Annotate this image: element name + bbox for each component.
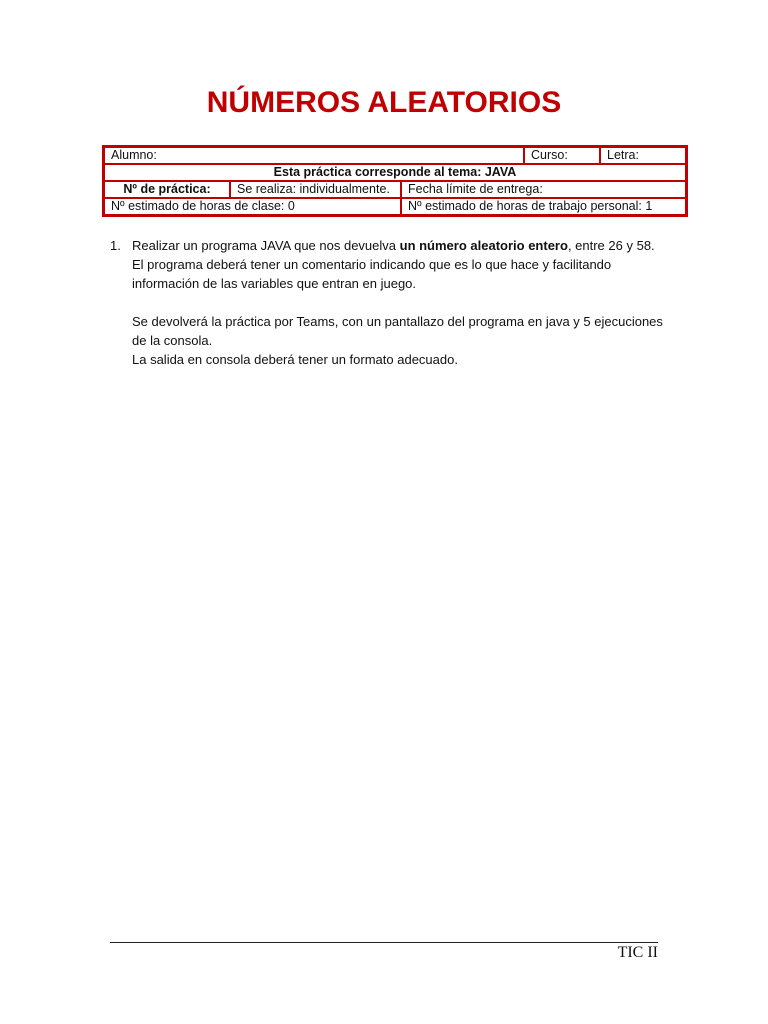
task-list <box>110 236 670 369</box>
tema-cell: Esta práctica corresponde al tema: JAVA <box>104 164 687 181</box>
fecha-cell: Fecha límite de entrega: <box>401 181 687 198</box>
task-line-6: La salida en consola deberá tener un formato adecuado. <box>132 352 458 367</box>
task-line-1-pre: Realizar un programa JAVA que nos devuelva <box>132 238 400 253</box>
practica-cell: Nº de práctica: <box>104 181 231 198</box>
task-line-4: Se devolverá la práctica por Teams, con un pantallazo del programa en java y 5 ejecuciones <box>132 314 663 329</box>
footer-label: TIC II <box>617 944 658 961</box>
footer-divider <box>110 942 658 943</box>
modalidad-cell: Se realiza: individualmente. <box>230 181 401 198</box>
task-line-1 <box>132 236 663 255</box>
horas-clase-cell: Nº estimado de horas de clase: 0 <box>104 198 402 216</box>
curso-cell: Curso: <box>524 147 600 165</box>
list-item <box>110 236 670 369</box>
info-row-horas <box>104 198 687 216</box>
item-body <box>132 236 663 369</box>
info-row-practica <box>104 181 687 198</box>
item-number: 1. <box>110 238 121 253</box>
horas-personal-cell: Nº estimado de horas de trabajo personal: 1 <box>401 198 687 216</box>
task-line-1-post: , entre 26 y 58. <box>567 238 655 253</box>
letra-cell: Letra: <box>600 147 687 165</box>
info-row-student <box>104 147 687 165</box>
task-line-2: El programa deberá tener un comentario indicando que es lo que hace y facilitando <box>132 257 612 272</box>
info-row-tema <box>104 164 687 181</box>
task-line-5: de la consola. <box>132 333 213 348</box>
practice-info-table <box>102 145 688 217</box>
task-line-1-bold: un número aleatorio entero <box>399 238 568 253</box>
page-title: NÚMEROS ALEATORIOS <box>206 86 562 119</box>
alumno-cell: Alumno: <box>104 147 525 165</box>
task-line-3: información de las variables que entran en juego. <box>132 276 417 291</box>
